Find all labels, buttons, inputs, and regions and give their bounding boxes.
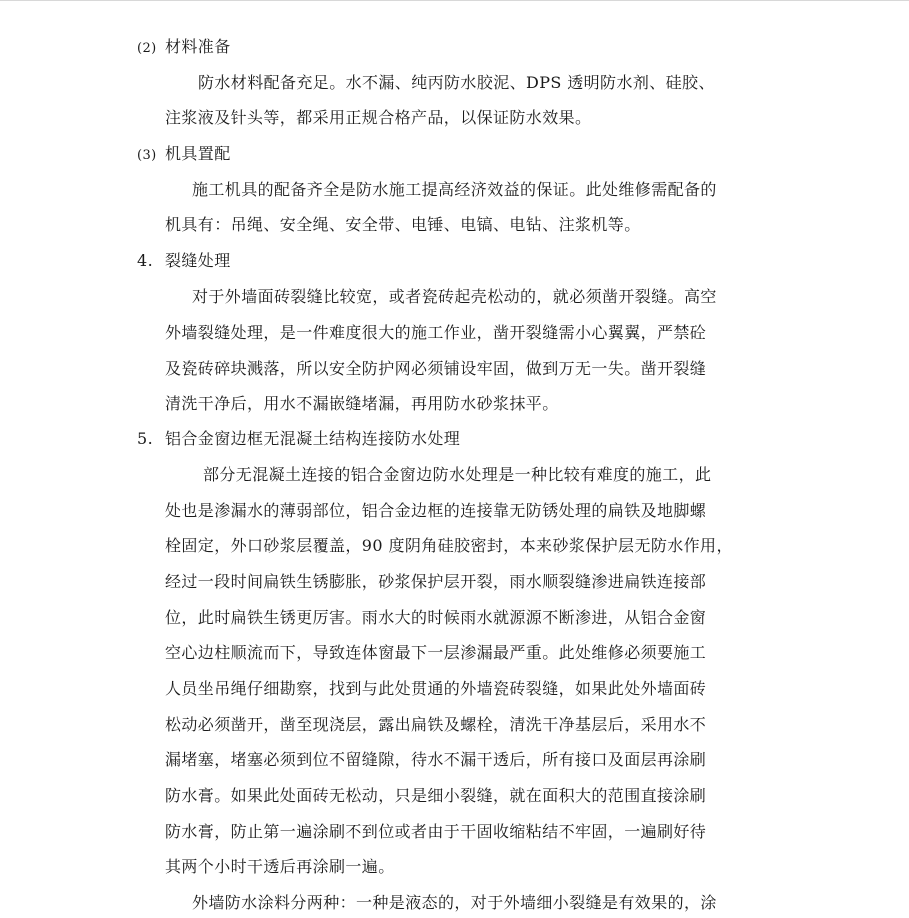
section-number: (3) [137, 148, 157, 163]
paragraph-line: 处也是渗漏水的薄弱部位，铝合金边框的连接靠无防锈处理的扁铁及地脚螺 [165, 501, 707, 520]
section-title: 铝合金窗边框无混凝土结构连接防水处理 [165, 429, 461, 448]
section-heading [137, 143, 231, 165]
section-heading [137, 250, 231, 272]
page-top-border [0, 0, 909, 1]
paragraph-line: 及瓷砖碎块溅落，所以安全防护网必须铺设牢固，做到万无一失。凿开裂缝 [165, 359, 707, 378]
paragraph-line: 外墙防水涂料分两种：一种是液态的，对于外墙细小裂缝是有效果的，涂 [192, 893, 717, 912]
paragraph-line: 防水膏。如果此处面砖无松动，只是细小裂缝，就在面积大的范围直接涂刷 [165, 786, 707, 805]
paragraph-line: 部分无混凝土连接的铝合金窗边防水处理是一种比较有难度的施工，此 [203, 465, 712, 484]
section-number: 4. [137, 251, 154, 270]
section-number: (2) [137, 41, 157, 56]
paragraph-line: 人员坐吊绳仔细勘察，找到与此处贯通的外墙瓷砖裂缝，如果此处外墙面砖 [165, 679, 707, 698]
paragraph-line: 机具有：吊绳、安全绳、安全带、电锤、电镐、电钻、注浆机等。 [165, 215, 641, 234]
paragraph-line: 外墙裂缝处理，是一件难度很大的施工作业，凿开裂缝需小心翼翼，严禁砼 [165, 323, 707, 342]
paragraph-line: 注浆液及针头等，都采用正规合格产品，以保证防水效果。 [165, 108, 592, 127]
paragraph-line: 防水材料配备充足。水不漏、纯丙防水胶泥、DPS 透明防水剂、硅胶、 [198, 73, 715, 92]
paragraph-line: 栓固定，外口砂浆层覆盖，90 度阴角硅胶密封，本来砂浆保护层无防水作用， [165, 536, 733, 555]
paragraph-line: 漏堵塞，堵塞必须到位不留缝隙，待水不漏干透后，所有接口及面层再涂刷 [165, 750, 707, 769]
paragraph-line: 位，此时扁铁生锈更厉害。雨水大的时候雨水就源源不断渗进，从铝合金窗 [165, 608, 707, 627]
paragraph-line: 经过一段时间扁铁生锈膨胀，砂浆保护层开裂，雨水顺裂缝渗进扁铁连接部 [165, 572, 707, 591]
paragraph-line: 防水膏，防止第一遍涂刷不到位或者由于干固收缩粘结不牢固，一遍刷好待 [165, 822, 707, 841]
section-number: 5. [137, 429, 154, 448]
section-title: 机具置配 [165, 144, 231, 163]
paragraph-line: 施工机具的配备齐全是防水施工提高经济效益的保证。此处维修需配备的 [192, 180, 717, 199]
paragraph-line: 对于外墙面砖裂缝比较宽，或者瓷砖起壳松动的，就必须凿开裂缝。高空 [192, 287, 717, 306]
paragraph-line: 空心边柱顺流而下，导致连体窗最下一层渗漏最严重。此处维修必须要施工 [165, 643, 707, 662]
paragraph-line: 清洗干净后，用水不漏嵌缝堵漏，再用防水砂浆抹平。 [165, 394, 559, 413]
section-heading [137, 428, 461, 450]
section-heading [137, 36, 231, 58]
section-title: 材料准备 [165, 37, 231, 56]
section-title: 裂缝处理 [165, 251, 231, 270]
paragraph-line: 其两个小时干透后再涂刷一遍。 [165, 857, 395, 876]
paragraph-line: 松动必须凿开，凿至现浇层，露出扁铁及螺栓，清洗干净基层后，采用水不 [165, 715, 707, 734]
